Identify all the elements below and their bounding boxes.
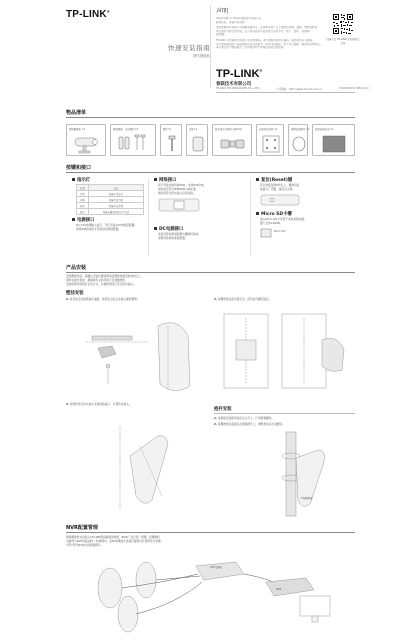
statement-line: 本手册部分或全部内容，且不得以营利为目的进行任何方式（电子、影印、录制等）	[216, 29, 312, 33]
company-name-cn: 普联技术有限公司	[216, 82, 252, 87]
power-text: DC 12V电源输入接口，用于连接12V电源适配器。 使用PoE供电时无需连接电源适配器。	[76, 223, 138, 231]
dc-power-text: 连接外部电源适配器为摄像机供电。 请使用原装电源适配器。	[158, 232, 201, 240]
install-section-rule	[66, 272, 355, 273]
nvr-device-label: NVR	[276, 588, 282, 591]
nvr-section-rule	[66, 532, 355, 533]
network-title: 网络接口	[154, 177, 177, 183]
package-section-rule	[66, 117, 355, 118]
statement-line: TP-LINK 为普联技术有限公司注册商标。本手册提及的所有商标，由各自所有人拥有。	[216, 38, 315, 42]
nvr-text: 网络摄像机支持接入TP-LINK网络硬盘录像机（NVR）进行统一管理。将摄像机、 交换机与NVR连接到同一局域网内，在NVR界面中添加设备即可实现预览与录像。 *部分型号NVR支持即插即用。	[66, 535, 164, 547]
qr-code-icon	[332, 13, 354, 35]
sticker-icon	[257, 132, 285, 156]
brand-logo-top: TP-LINK®	[66, 9, 110, 20]
dc-power-title: DC电源接口	[154, 226, 183, 232]
network-port-icon	[158, 196, 200, 214]
cover-divider	[210, 6, 211, 88]
wall-step-2: 2. 将摄像机底座对准孔位，使用自攻螺钉固定。	[214, 297, 272, 301]
package-item-screws: 膨胀螺管、自攻螺钉×4	[110, 124, 156, 156]
package-item-screw: 螺钉×1	[160, 124, 182, 156]
statement-block	[216, 6, 326, 50]
network-text: 用于连接交换机或NVR，支持PoE供电， 供电电压符合IEEE802.3af标准。 网线需穿过防水接头后再连接。	[158, 183, 207, 195]
nvr-topology-diagram	[86, 552, 336, 638]
cover-plate-icon	[187, 132, 209, 156]
clamp-icon	[289, 132, 309, 156]
screw-icon	[161, 132, 183, 156]
guide-booklet-icon	[313, 132, 356, 156]
pole-clamp-label: 不锈钢抱箍	[300, 497, 313, 500]
table-row: 快闪 设备正在升级	[77, 203, 144, 209]
statement-line: 版权所有，保留所有权利	[216, 20, 245, 24]
table-row: 闪烁 设备正在启动	[77, 197, 144, 203]
package-item-guide: 快速安装指南 ×1	[312, 124, 355, 156]
company-name-en: TP-LINK TECHNOLOGIES CO., LTD.	[216, 87, 260, 90]
package-item-waterproof: 防水接头(网线外径8mm)	[212, 124, 252, 156]
guide-title: 快速安装指南	[168, 44, 210, 52]
wall-mount-title: 壁挂安装	[66, 291, 84, 296]
install-intro: 安装摄像机前，请确认安装位置能够承受摄像机重量的3倍以上。 请勿在强光直射、潮湿或多尘的环境下安装摄像机。 安装前请先规划好走线方式，并确保网线已穿过防水接头。	[66, 274, 143, 286]
statement-heading: 声明	[216, 8, 229, 15]
pole-mount-title: 抱杆安装	[214, 407, 232, 412]
document-model: 7103502XXX REV1.0.0	[339, 87, 369, 90]
statement-line: 本手册所提到的产品规格和资讯仅供参考，如有内容更新，恕不另行通知。除非有特殊约定，	[216, 42, 323, 46]
pole-step-1: 1. 将抱箍安装配件固定在立杆上，拧紧抱箍螺丝。	[214, 416, 275, 420]
wall-step-3: 3. 将网线穿过防水接头连接网络接口，拧紧防水接头。	[66, 402, 132, 406]
package-item-camera: 网络摄像机 ×1	[66, 124, 106, 156]
reset-button-icon	[260, 193, 300, 207]
package-item-sticker: 安装定位贴纸 ×1	[256, 124, 284, 156]
sd-slot-text: 插入Micro SD卡可用于本地录像存储， 最大支持128GB。	[260, 217, 307, 225]
screw-anchor-icon	[111, 132, 157, 156]
indicator-table	[76, 184, 144, 215]
table-row: 状态 含义	[77, 185, 144, 191]
statement-line: Copyright © 2019 普联技术有限公司	[216, 17, 262, 20]
sd-slot-title: Micro SD卡槽	[256, 211, 292, 217]
package-section-title: 物品清单	[66, 110, 87, 116]
indicator-title: 指示灯	[72, 177, 90, 183]
cover-rule	[216, 92, 355, 93]
reset-text: 若长按复位键5秒以上，摄像机将 恢复出厂设置，重启后生效。	[260, 183, 300, 191]
wall-install-illustration-1	[78, 306, 208, 396]
company-url: 公司网址：http://www.tp-link.com.cn	[276, 88, 323, 91]
statement-line: 未经普联技术有限公司明确书面许可，任何单位或个人不得擅自仿制、复制、誊抄或转译	[216, 26, 318, 30]
camera-icon	[67, 132, 107, 156]
ports-section-rule	[66, 172, 355, 173]
table-row: 熄灭 设备未通电或指示灯关闭	[77, 209, 144, 215]
poe-switch-label: PoE交换机	[210, 566, 223, 569]
ports-section-title: 按键和接口	[66, 165, 92, 171]
power-title: 电源接口	[72, 217, 95, 223]
reset-title: 复位(Reset)键	[256, 177, 292, 183]
waterproof-connector-icon	[213, 132, 253, 156]
package-item-clamp: 抱箍安装配件 ×1	[288, 124, 308, 156]
brand-logo-main: TP-LINK®	[216, 68, 263, 80]
wall-step-1: 1. 将安装定位贴纸贴在墙面，按照孔位钻孔并敲入膨胀螺管。	[66, 297, 140, 301]
statement-line: 的传播。	[216, 33, 227, 37]
install-section-title: 产品安装	[66, 265, 87, 271]
wall-install-illustration-3	[100, 416, 200, 516]
package-item-cover: 盖板×1	[186, 124, 208, 156]
guide-subtitle: 网络摄像机	[193, 54, 210, 58]
sd-slot-label: Micro SD	[274, 230, 286, 233]
pole-install-illustration	[262, 428, 332, 518]
table-row: 常亮 设备正常运行	[77, 191, 144, 197]
wall-install-illustration-2	[218, 310, 356, 394]
pole-step-2: 2. 将摄像机底座固定在抱箍配件上，调整角度后拧紧螺钉。	[214, 422, 285, 426]
statement-line: 本手册仅作为使用指导，所作陈述均不构成任何形式的担保。	[216, 46, 287, 50]
nvr-section-title: NVR配置管理	[66, 525, 98, 531]
qr-caption: 扫码关注 TP-LINK 官方微信公众号	[326, 38, 360, 45]
